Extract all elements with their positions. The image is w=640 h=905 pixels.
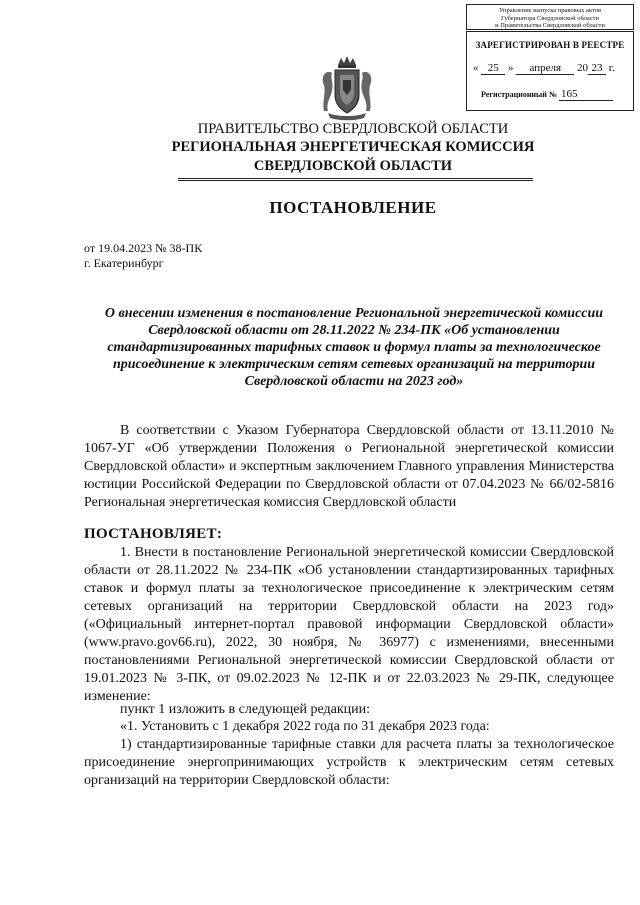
header-line-region: СВЕРДЛОВСКОЙ ОБЛАСТИ (253, 158, 453, 174)
stamp-header-line: и Правительства Свердловской области (495, 22, 605, 29)
stamp-date-year-unit: г. (608, 62, 615, 74)
quote-start-line: «1. Установить с 1 декабря 2022 года по 31 декабря 2023 года: (120, 719, 490, 734)
coat-of-arms-icon (318, 55, 376, 121)
item-1-paragraph: 1. Внести в постановление Региональной энергетической комиссии Свердловской области от 28.11.2022 № 234-ПК «Об установлении стандартизированных тарифных ставок и формул платы за технологическое присоединение к электрическим сетям сетевых организаций на территории Свердловской области на 2023 год» («Официальный интернет-портал правовой информации Свердловской области» (www.pravo.gov66.ru), 2022, 30 ноября, № 36977) с изменениями, внесенными постановлениями Региональной энергетической комиссии Свердловской области от 19.01.2023 № 3-ПК, от 09.02.2023 № 12-ПК и от 22.03.2023 № 29-ПК, следующее изменение: (84, 545, 614, 704)
document-subject: О внесении изменения в постановление Региональной энергетической комиссии Свердловской области от 28.11.2022 № 234-ПК «Об установлении стандартизированных тарифных ставок и формул платы за технологическое присоединение к электрическим сетям сетевых организаций на территории Свердловской области на 2023 год» (104, 306, 604, 389)
header-divider (178, 178, 533, 181)
stamp-reg-label: Регистрационный № (481, 90, 557, 99)
point-1-intro: пункт 1 изложить в следующей редакции: (120, 702, 370, 717)
intro-paragraph: В соответствии с Указом Губернатора Свердловской области от 13.11.2010 № 1067-УГ «Об утверждении Положения о Региональной энергетической комиссии Свердловской области» и экспертным заключением Главного управления Министерства юстиции Российской Федерации по Свердловской области от 07.04.2023 № 66/02-5816 Региональная энергетическая комиссия Свердловской области (84, 423, 614, 510)
document-city: г. Екатеринбург (84, 256, 164, 270)
stamp-reg-number: 165 (559, 88, 613, 101)
header-line-government: ПРАВИТЕЛЬСТВО СВЕРДЛОВСКОЙ ОБЛАСТИ (197, 121, 509, 137)
stamp-date-day: 25 (481, 62, 505, 75)
stamp-date-year-prefix: 20 (577, 62, 588, 74)
document-title: ПОСТАНОВЛЕНИЕ (269, 198, 437, 217)
registry-stamp (466, 31, 634, 111)
stamp-date-month: апреля (516, 62, 574, 75)
decree-keyword: ПОСТАНОВЛЯЕТ: (84, 526, 223, 542)
stamp-header-line: Губернатора Свердловской области (500, 14, 600, 22)
stamp-date-year-suffix: 23 (588, 62, 606, 75)
stamp-date (473, 62, 615, 75)
stamp-title: ЗАРЕГИСТРИРОВАН В РЕЕСТРЕ (475, 40, 625, 50)
registry-stamp-header (466, 4, 634, 30)
subitem-1-paragraph: 1) стандартизированные тарифные ставки для расчета платы за технологическое присоединение энергопринимающих устройств к электрическим сетям сетевых организаций на территории Свердловской области: (84, 737, 614, 788)
document-date-number: от 19.04.2023 № 38-ПК (84, 241, 203, 255)
header-line-commission: РЕГИОНАЛЬНАЯ ЭНЕРГЕТИЧЕСКАЯ КОМИССИЯ (171, 139, 535, 155)
stamp-date-open-quote: « (473, 62, 479, 74)
stamp-date-close-quote: » (508, 62, 514, 74)
stamp-registration (481, 88, 613, 101)
stamp-header-line: Управление выпуска правовых актов (498, 7, 602, 14)
